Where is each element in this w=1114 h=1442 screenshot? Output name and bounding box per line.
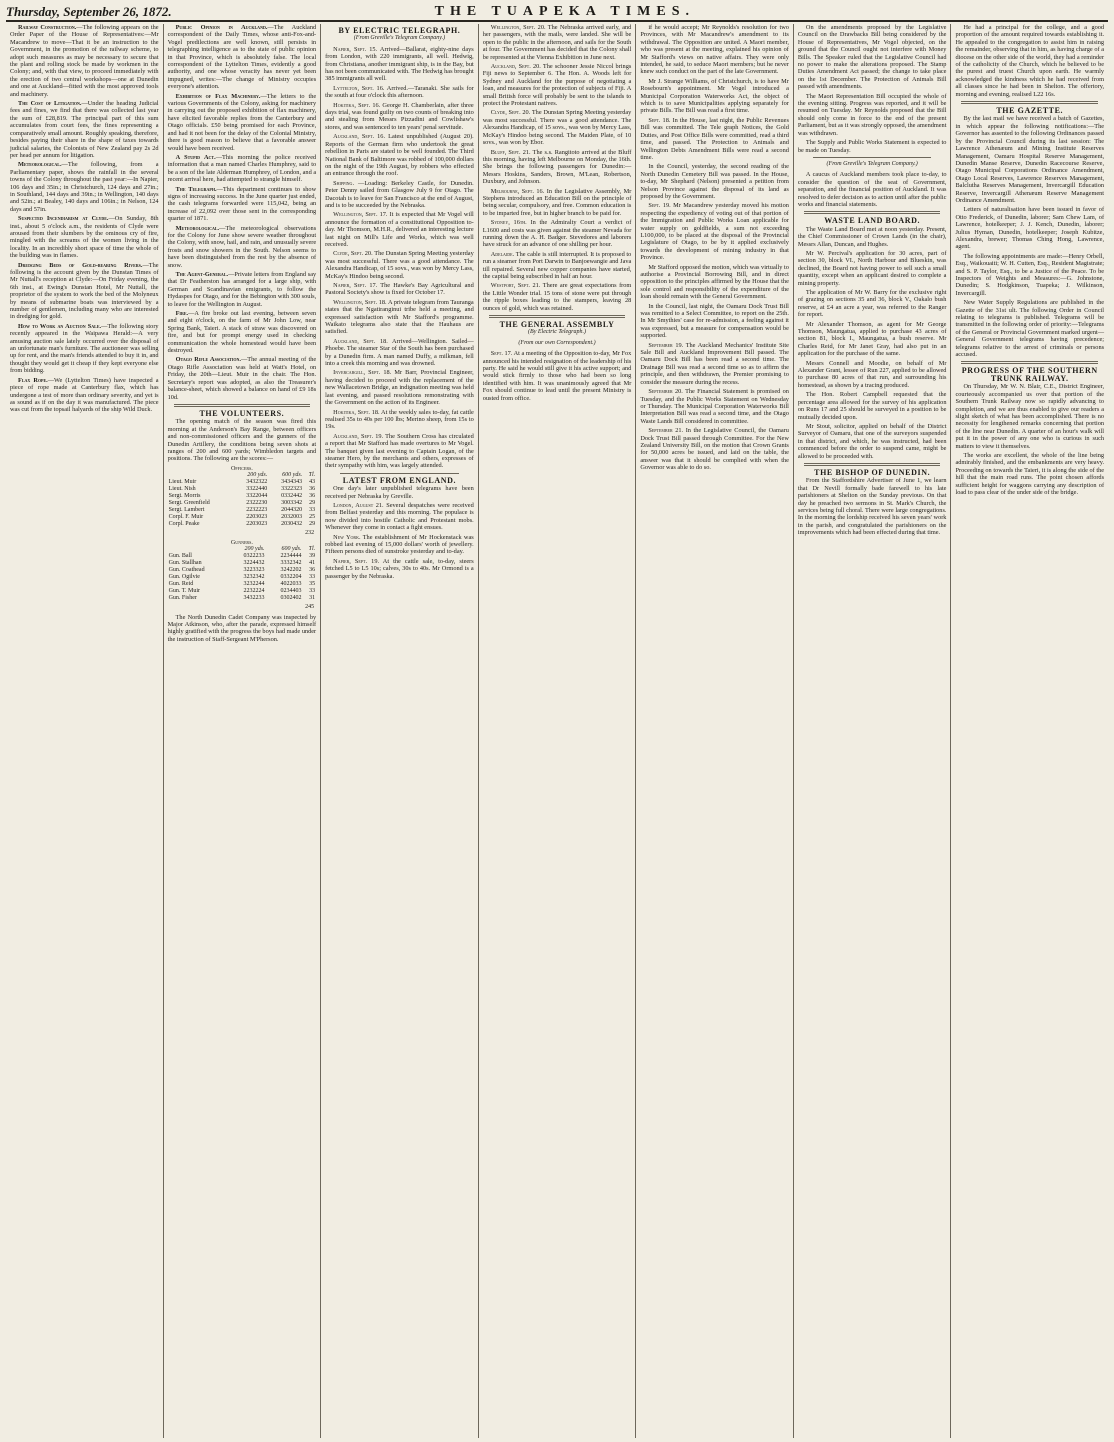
table-cell: Gun. Reid	[168, 581, 194, 588]
dateline: September 21.	[648, 427, 684, 435]
telegram-item	[955, 253, 1104, 297]
dateline: Westport, Sept. 21.	[490, 282, 541, 290]
table-cell: 36	[309, 567, 316, 574]
column-header: Tl.	[308, 546, 316, 553]
column-header: Tl.	[308, 471, 316, 478]
telegram-item	[483, 219, 632, 249]
table-cell: 3332342	[280, 560, 302, 567]
column-header	[168, 472, 234, 479]
column-6	[794, 24, 952, 1438]
telegram-item	[798, 226, 947, 248]
article-head: Flax Rope.	[18, 376, 48, 384]
telegram-item	[325, 534, 474, 556]
telegram-item	[483, 63, 632, 107]
table-row	[168, 493, 317, 500]
article-text: —The letters to the various Governments of the Colony, asking for machinery in carrying out the proposed exhibition of flax machinery, have elicited favorable replies from the Canterbury and Otago officials. £50 being promised for each Province, and had it not been for the delay of the Colonial Ministry, there is good reason to believe that a favorable answer would have been received.	[167, 92, 317, 152]
column-1	[6, 24, 164, 1438]
section-heading: LATEST FROM ENGLAND.	[342, 475, 457, 485]
telegram-text: It is expected that Mr Vogel will announce the formation of a constitutional Opposition to-day. Mr Thomson, M.H.R., delivered an interesting lecture last night on Mill's Life and Works, which was well received.	[325, 211, 474, 248]
telegram-item	[640, 264, 789, 301]
telegram-text: The Dunstan Spring Meeting yesterday was most successful. There was a good attendance. The Alexandra Handicap, of 15 sovs., was won by Mercy Lass, McKay's Hindoo being second. The Maiden Plate, of 10 sovs., was won by Ebor.	[482, 109, 632, 147]
column-header: 600 yds.	[282, 471, 303, 478]
telegram-text: In the Council, yesterday, the second reading of the North Dunedin Cemetery Bill was passed. In the House, to-day, Mr Shephard (Nelson) presented a petition from Nelson Province against the disposal of its land as proposed by the Government.	[640, 163, 789, 200]
telegram-item	[483, 109, 632, 146]
article-head: Otago Rifle Association.	[175, 356, 241, 364]
table-cell: 3242202	[280, 567, 302, 574]
table-cell: Sergt. Lambert	[168, 506, 205, 513]
table-cell: Gun. Ball	[168, 553, 192, 560]
article-text: —We (Lyttelton Times) have inspected a piece of rope made at Canterbury flax, which has undergone a test of more than ordinary severity, and yet is as sound as if on the day it was manufactured. The piece was cut from the topsail halyards of the ship Wild Duck.	[10, 376, 159, 414]
section-heading: THE BISHOP OF DUNEDIN.	[814, 467, 931, 477]
telegram-text: Latest unpublished (August 20). Reports of the German firm who undertook the great rebellion in Paris are stated to be well founded. The Third National Bank of Baltimore was robbed of 100,000 dollars on the night of the 19th August, by robbers who effected an entrance through the roof.	[325, 133, 474, 178]
telegram-item	[325, 338, 474, 368]
article-head: The Cost of Litigation.	[18, 100, 82, 108]
section-subheading: (From our own Correspondent.)	[518, 339, 596, 346]
article-head: How to Work an Auction Sale.	[18, 322, 102, 330]
article-text: From the Staffordshire Advertiser of June 1, we learn that Dr Nevill formally bade farewell to his late parishioners at Shelton on the Sunday previous. On that day he preached two sermons in St. Mark's Church, the services being full choral. There were large congregations. In the morning the lordship received his seven years' work in the parish, and congratulated the parishioners on the improvements which had been effected during that time.	[797, 477, 947, 537]
telegram-item	[325, 502, 474, 532]
telegram-text: The establishment of Mr Hockenstack was robbed last evening of 15,000 dollars' worth of jewellery. Fifteen persons died of sunstroke yesterday and to-day.	[325, 533, 474, 556]
table-cell: Gun. Ogilvie	[168, 574, 200, 581]
telegram-text: Arrived.—Taranaki. She sails for the south at four o'clock this afternoon.	[325, 84, 474, 100]
table-row	[168, 581, 317, 588]
article-head: Exhibition of Flax Machinery.	[175, 92, 261, 100]
article-paragraph	[168, 310, 317, 354]
telegram-item	[640, 202, 789, 261]
telegram-item	[955, 115, 1104, 204]
telegram-item	[325, 282, 474, 297]
telegram-text: —Loading: Berkeley Castle, for Dunedin. Peter Denny sailed from Glasgow July 9 for Otago. The Dacotah is to leave for San Francisco at the end of August, and is to be succeeded by the Nebraska.	[325, 179, 474, 209]
telegram-text: The schooner Jessie Niccol brings Fiji news to September 6. The Hon. A. Woods left for Sydney and Auckland for the purpose of negotiating a loan, and measures for the protection of subjects of Fiji. A small British force will probably be sent to the islands to protect the Protestant natives.	[482, 63, 632, 108]
article-text: —A fire broke out last evening, between seven and eight o'clock, on the farm of Mr John Low, near Spring Bank, Taieri. A stack of straw was discovered on fire, and but for prompt energy used in checking communication the whole homestead would have been destroyed.	[167, 310, 317, 355]
telegram-text: In the Legislative Assembly, Mr Stephens introduced an Education Bill on the principle of being secular, compulsory, and free. Common education is to be imparted free, but in higher branch to be paid for.	[482, 187, 632, 217]
table-row	[168, 521, 317, 528]
section-heading: THE GAZETTE.	[996, 106, 1064, 116]
article-paragraph	[168, 24, 317, 91]
article-text: —This morning the police received information that a man named Charles Humphrey, said to be a son of the late Alderman Humphrey, of London, and a recent arrival here, had attempted to strangle himself.	[167, 153, 317, 184]
table-row	[168, 574, 317, 581]
dateline: New York.	[333, 533, 361, 541]
dateline: Clyde, Sept. 20.	[333, 250, 373, 258]
telegram-item	[955, 452, 1104, 496]
telegram-item	[325, 558, 474, 580]
telegram-item	[798, 24, 947, 91]
table-total: 232	[305, 529, 315, 536]
article-paragraph	[10, 323, 159, 375]
divider	[813, 157, 932, 158]
table-cell: 3322044	[246, 492, 268, 499]
telegram-text: He had a principal for the college, and a good proportion of the amount required towards establishing it. He appealed to the congregation to assist him in raising the remainder, observing that in him, as having charge of a diocese on the other side of the world, they had a reminder of the catholicity of the Church, which he believed to be the purest and truest Church upon earth. He warmly acknowledged the kindness which he had received from all classes since he had been in Shelton. The offertory, morning and evening, realised L22 16s.	[955, 24, 1105, 98]
dateline: Invercargill, Sept. 18.	[333, 369, 392, 377]
telegram-item	[798, 321, 947, 358]
telegram-text: Mr Macandrew yesterday moved his motion respecting the expediency of voting out of that portion of the Immigration and Public Works Loan applicable for water supply on goldfields, a sum not exceeding L100,000, to be placed at the disposal of the Provincial Legislature of Otago, to be by it applied exclusively towards the development of mining industry in that Province.	[640, 202, 789, 262]
article-paragraph	[168, 154, 317, 184]
table-cell: Sergt. Greenfield	[168, 499, 210, 506]
telegram-text: In the House, last night, the Public Revenues Bill was committed. The Tele graph Notices, the Gold Duties, and Post Office Bills were committed, read a third time, and passed. The Protection to Animals and Wellington Debts Amendment Bills were read a second time.	[640, 116, 789, 161]
article-text: The North Dunedin Cadet Company was inspected by Major Atkinson, who, after the parade, expressed himself highly gratified with the progress the boys had made under the instruction of Staff-Sergeant M'Pherson.	[167, 613, 317, 643]
table-cell: 0332204	[280, 574, 302, 581]
table-cell: 2232224	[243, 588, 265, 595]
column-header: 600 yds.	[281, 546, 302, 553]
telegram-item	[640, 78, 789, 115]
table-caption: Officers.	[230, 464, 253, 472]
column-2	[164, 24, 322, 1438]
article-paragraph	[168, 271, 317, 308]
telegram-item	[483, 350, 632, 402]
dateline: Auckland, Sept. 19.	[333, 432, 384, 440]
dateline: Hokitika, Sept. 18.	[333, 408, 380, 416]
table-row	[168, 507, 317, 514]
double-rule	[961, 361, 1098, 364]
dateline: Shipping.	[333, 179, 355, 187]
dateline: Adelaide.	[490, 250, 515, 258]
article-text: The opening match of the season was fired this morning at the Anderson's Bay Range, between officers and non-commissioned officers and the gunners of the Dunedin Artillery, the conditions being seven shots at ranges of 200 and 600 yards; Wimbledon targets and positions. The following are the scores:—	[167, 418, 317, 463]
telegram-text: The Waste Land Board met at noon yesterday. Present, the Chief Commissioner of Crown Lands (in the chair), Messrs Allan, Duncan, and Hughes.	[797, 225, 947, 248]
article-text: A caucus of Auckland members took place to-day, to consider the question of the seat of Government, separation, and the financial position of Auckland. It was resolved to defer decision as to action until after the public works and financial statements.	[797, 171, 947, 208]
table-cell: 41	[309, 560, 316, 567]
section-heading: PROGRESS OF THE SOUTHERN TRUNK RAILWAY.	[961, 366, 1098, 383]
article-paragraph	[10, 24, 159, 98]
dateline: Wellington, Sept. 18.	[333, 298, 387, 306]
article-paragraph	[10, 377, 159, 414]
table-cell: 2203023	[246, 520, 268, 527]
article-text: —The following is the account given by the Dunstan Times of Mr Nuttall's reception at Clyde:—On Friday evening, the 6th inst., at Ewing's Dunstan Hotel, Mr Nuttall, the proprietor of the system to work the bed of the Molyneux by means of submarine boats was interviewed by a number of gentlemen, including many who are interested in dredging for gold.	[10, 261, 159, 321]
telegram-text: The Maori Representation Bill occupied the whole of the evening sitting. Progress was reported, and it will be resumed on Tuesday. Mr Reynolds proposed that the Bill should only come in force to the end of the present Parliament, but as it was strongly opposed, the amendment was withdrawn.	[797, 92, 947, 137]
article-paragraph	[10, 215, 159, 259]
table-cell: Sergt. Morris	[168, 492, 201, 499]
score-table	[168, 539, 317, 602]
telegram-item	[483, 251, 632, 281]
telegram-text: Mr Stout, solicitor, applied on behalf of the District Surveyor of Oamaru, that one of the surveyors suspended in that district, and which, he was instructed, had been commenced before the order to suspend came, might be allowed to be proceeded with.	[797, 422, 947, 460]
dateline: Sept. 17.	[490, 350, 513, 358]
table-cell: 3232244	[243, 581, 265, 588]
table-cell: 33	[309, 506, 316, 513]
table-cell: 3232342	[243, 574, 265, 581]
telegram-item	[325, 409, 474, 431]
telegram-item	[325, 433, 474, 470]
table-row	[168, 560, 317, 567]
article-paragraph	[10, 262, 159, 321]
table-row	[168, 514, 317, 521]
dateline: Wellington, Sept. 17.	[333, 211, 388, 219]
telegram-text: The Dunstan Spring Meeting yesterday was most successful. There was a good attendance. The Alexandra Handicap, of 15 sovs., was won by Mercy Lass, McKay's Hindoo being second.	[325, 250, 474, 280]
telegram-text: A private telegram from Tauranga states that the Ngatiranginui tribe held a meeting, and expressed satisfaction with Mr Stafford's programme. Waikato telegrams also state that the Hauhaus are satisfied.	[325, 298, 474, 336]
article-text: —This department continues to show signs of increasing success. In the June quarter just ended, the cash telegrams forwarded were 115,042, being an increase of 22,092 over those sent in the corresponding quarter of 1871.	[167, 185, 317, 223]
telegram-item	[325, 369, 474, 406]
issue-date: Thursday, September 26, 1872.	[6, 4, 172, 19]
article-paragraph	[168, 225, 317, 269]
article-text: —The meteorological observations for the Colony for June show severe weather throughout the Colony, with snow, hail, and rain, and unusually severe frosts and snow showers in the South. Nelson seems to have been distinguished from the rest by the absence of snow.	[167, 224, 317, 269]
section-heading: THE VOLUNTEERS.	[199, 408, 285, 418]
telegram-item	[640, 117, 789, 161]
table-cell: 0322233	[243, 553, 265, 560]
telegram-item	[640, 303, 789, 340]
telegram-item	[483, 149, 632, 186]
telegram-item	[325, 180, 474, 210]
telegram-text: if he would accept; Mr Reynolds's resolution for two Provinces, with Mr Macandrew's amendment to its withdrawal. The Opposition are united. A Maori member, who was present at the meeting, explained his opinion of Mr Stafford's views on native affairs. They were only intended, he said, to seduce Maori members; but he never knew such conduct on the part of the late Government.	[640, 24, 789, 76]
telegram-text: In the Legislative Council, the Oamaru Dock Trust Bill passed through Committee. For the New Zealand University Bill, on the motion that Crown Grants for 50,000 acres be issued, and laid on the table, the answer was that it should be complied with when the Governor was able to do so.	[640, 427, 789, 472]
telegram-item	[483, 24, 632, 61]
telegram-text: Mr J. Strange Williams, of Christchurch, is to have Mr Rosebourn's appointment. Mr Vogel introduced a Municipal Corporation Waterworks Act, the object of which is to save Municipalities applying separately for private Bills. The Bill was read a first time.	[640, 77, 789, 115]
article-text: —Under the heading Judicial fees and fines, we find that there was collected last year the sum of £28,819. The principal part of this sum accumulates from court fees, the fines representing a comparatively small amount. Roughly speaking, therefore, besides paying their share in the shape of taxes towards judicial salaries, the Colonists of New Zealand pay 2s 2d per head per annum for litigation.	[10, 100, 159, 159]
telegram-text: In the Admiralty Court a verdict of L1600 and costs was given against the steamer Nevada for running down the A. H. Badger. Stevedores and laborers have struck for an advance of one shilling per hour.	[482, 219, 632, 249]
telegram-item	[955, 24, 1104, 98]
article-head: Fire.	[175, 310, 189, 318]
telegram-item	[798, 139, 947, 154]
table-cell: Gun. Fisher	[168, 595, 197, 602]
double-rule	[961, 101, 1098, 104]
telegram-text: The Southern Cross has circulated a report that Mr Stafford has made overtures to Mr Vogel. The banquet given last evening to Captain Logan, of the steamer Hero, by the merchants and others, expresses of their sympathy with him, was largely attended.	[325, 432, 474, 470]
table-cell: Corpl. F. Muir	[168, 513, 204, 520]
table-cell: Gun. T. Muir	[168, 588, 201, 595]
telegram-text: Letters of naturalisation have been issued in favor of Otto Frederick, of Dunedin, laborer; Sam Chew Lam, of Lawrence, hotelkeeper; J. J. Kench, Dunedin, laborer; Julius Hyman, Dunedin, hotelkeeper; Joseph Kubitze, Alexandra, brewer; Thomas Ching Hong, Lawrence, agent.	[955, 206, 1105, 251]
dateline: Clyde, Sept. 20.	[490, 109, 531, 117]
telegram-item	[798, 250, 947, 287]
table-cell: 25	[309, 513, 316, 520]
columns	[6, 24, 1108, 1438]
table-cell: 3223323	[243, 567, 265, 574]
table-cell: 2322230	[246, 499, 268, 506]
table-cell: 31	[309, 595, 316, 602]
section-heading: THE GENERAL ASSEMBLY	[499, 320, 615, 330]
telegram-text: The Supply and Public Works Statement is expected to be made on Tuesday.	[797, 139, 947, 154]
double-rule	[804, 463, 941, 466]
table-cell: 2234444	[280, 553, 302, 560]
table-cell: 33	[309, 588, 316, 595]
article-text: —The annual meeting of the Otago Rifle Association was held at Watt's Hotel, on Friday, the 20th—Lieut. Muir in the chair. The Hon. Secretary's report was adopted, as also the Treasurer's balance-sheet, which showed a balance on hand of £9 18s 10d.	[167, 356, 317, 401]
column-5	[636, 24, 794, 1438]
dateline: Napier, Sept. 19.	[333, 557, 380, 565]
telegram-item	[798, 423, 947, 460]
telegram-text: On Thursday, Mr W. N. Blair, C.E., District Engineer, courteously accompanied us over that portion of the Southern Trunk Railway now so rapidly advancing to completion, and we are thus enabled to give our readers a slight sketch of what has been accomplished. There is no necessity for lengthened remarks concerning that portion of the line near Dunedin. A quarter of an hour's walk will put it in the power of any one who is curious in such matters to view it themselves.	[955, 383, 1105, 450]
table-total: 245	[305, 604, 315, 611]
article-text: —The following story recently appeared in the Waipawa Herald:—A very amusing auction sale lately occurred over the disposal of an unfortunate man's furniture. The auctioneer was selling up for rent, and the man's friends attended to buy it in, and thought they would get it cheap if they kept everyone else from bidding.	[10, 322, 159, 375]
article-head: Dredging Beds of Gold-bearing Rivers.	[18, 261, 143, 269]
table-cell: 0234403	[280, 588, 302, 595]
telegram-text: Mr W. Percival's application for 30 acres, part of section 30, block VI., North Harbour and Blueskin, was declined, the Board not having power to sell such a small quantity, except when an applicant desired to complete a mining property.	[797, 249, 947, 287]
article-paragraph	[10, 161, 159, 213]
column-7	[951, 24, 1108, 1438]
table-row	[168, 479, 317, 486]
telegram-text: At the weekly sales to-day, fat cattle realised 35s to 40s per 100 lbs; Merino sheep, from 15s to 19s.	[325, 408, 474, 431]
telegram-text: George H. Chamberlain, after three days trial, was found guilty on two counts of breaking into and stealing from Messrs Pizzadini and Cowlishaw's stores, and was sentenced to ten years' penal servitude.	[325, 101, 474, 131]
table-cell: 3322323	[281, 485, 303, 492]
table-caption: Gunners.	[230, 539, 253, 547]
telegram-item	[640, 388, 789, 425]
article-head: The Agent-General.	[175, 271, 229, 278]
telegram-text: Messrs Connell and Moodie, on behalf of Mr Alexander Grant, lessee of Run 227, applied to be allowed to purchase 80 acres of that run, and surrounding his homestead, as shown by a tracing produced.	[797, 359, 947, 389]
article-head: The Telegraph.	[175, 185, 217, 193]
telegram-text: In the Council, last night, the Oamaru Dock Trust Bill was remitted to a Select Committee, to report on the 25th. In Mr Smythies' case for re-admission, a feeling against it was expressed, but a measure for compensation would be supported.	[640, 302, 789, 340]
table-row	[168, 500, 317, 507]
article-head: Suspected Incendiarism at Clyde.	[18, 215, 109, 223]
telegram-text: Mr Alexander Thomson, as agent for Mr George Thomson, Maungatua, applied to purchase 43 acres of section 81, block I., Maungatua, a bush reserve. Mr Charles Reid, for Mr Janet Gray, had also put in an application for the purchase of the same.	[797, 320, 947, 358]
table-cell: 2032003	[281, 513, 303, 520]
telegram-text: Arrived—Ballarat, eighty-nine days from London, with 220 immigrants, all well. Hedwig, from Christiana, another immigrant ship, is in the Bay, but has not been communicated with. The Hedwig has brought 385 immigrants all well.	[325, 45, 474, 83]
section-subheading: (By Electric Telegraph.)	[528, 329, 586, 336]
table-row	[168, 486, 317, 493]
table-cell: 43	[309, 478, 316, 485]
telegram-text: Arrived—Wellington. Sailed—Phoebe. The steamer Star of the South has been purchased by a Dunedin firm. A man named Duffy, a milkman, fell into a creek this morning and was drowned.	[325, 337, 474, 368]
article-text: —On Sunday, 8th inst., about 5 o'clock a.m., the residents of Clyde were aroused from their slumbers by the ominous cry of fire, mingled with the screams of the women living in the locality. In an incredibly short space of time the whole of the building was in flames.	[10, 215, 159, 260]
article-text: One day's later unpublished telegrams have been received per Nebraska by Greville.	[325, 485, 474, 500]
dateline: Lyttelton, Sept. 16.	[333, 84, 385, 92]
telegram-text: The Hawke's Bay Agricultural and Pastoral Society's show is fixed for October 17.	[325, 282, 474, 297]
telegram-text: The works are excellent, the whole of the line being admirably finished, and the embankments are very heavy. Proceeding on towards the Taieri, it is along the side of the hill that the main road runs. The point chosen affords sufficient height for waggons carrying any description of load to pass clear of the under side of the bridge.	[955, 451, 1105, 496]
telegram-text: The application of Mr W. Barry for the exclusive right of grazing on sections 35 and 36, block V., Oakalo bush reserve, at £4 an acre a year, was referred to the Ranger for report.	[797, 289, 947, 319]
table-cell: 29	[309, 520, 316, 527]
article-head: Meteorological.	[18, 161, 62, 169]
table-cell: Gun. Stallhan	[168, 560, 202, 567]
article-head: Meteorological.	[175, 224, 220, 232]
article-paragraph	[168, 93, 317, 152]
article-head: Railway Construction.	[18, 24, 77, 31]
telegram-item	[955, 299, 1104, 358]
table-cell: Lieut. Muir	[168, 478, 197, 485]
column-4	[479, 24, 637, 1438]
dateline: Napier, Sept. 15.	[333, 45, 378, 53]
table-cell: 2030432	[281, 520, 303, 527]
article-paragraph	[168, 186, 317, 223]
section-subheading: (From Greville's Telegram Company.)	[826, 160, 918, 167]
telegram-item	[798, 360, 947, 390]
telegram-item	[798, 289, 947, 319]
telegram-text: At the cattle sale, to-day, steers fetched L5 to L5 10s; calves, 30s to 40s. Mr Ormond is a passenger by the Nebraska.	[325, 557, 474, 580]
dateline: Auckland, Sept. 20.	[490, 63, 541, 71]
table-cell: 35	[309, 581, 316, 588]
article-head: A Stupid Act.	[175, 153, 216, 161]
article-text: —Private letters from England say that Dr Featherston has arranged for a large ship, with German and Scandinavian emigrants, to follow the Hydaspes for Otago, and for the Bebington with 300 souls, to leave for the Wellington in August.	[167, 271, 317, 308]
article-head: Public Opinion in Auckland.	[175, 24, 268, 31]
section-subheading: (From Greville's Telegram Company.)	[353, 35, 446, 42]
section-heading: WASTE LAND BOARD.	[824, 216, 921, 226]
dateline: September 20.	[648, 388, 683, 396]
dateline: Auckland, Sept. 18.	[333, 337, 388, 345]
telegram-item	[955, 206, 1104, 250]
telegram-item	[325, 133, 474, 177]
dateline: London, August 21.	[333, 501, 384, 509]
table-cell: 3432233	[243, 595, 265, 602]
telegram-item	[325, 102, 474, 132]
telegram-text: The Financial Statement is promised on Tuesday, and the Public Works Statement on Wednesday or Thursday. The Municipal Corporation Waterworks Bill Interpretation Bill was read a second time, and the Otago Waste Lands Bill considered in committee.	[640, 388, 789, 425]
dateline: Melbourne, Sept. 16.	[490, 187, 545, 195]
table-cell: 33	[309, 574, 316, 581]
column-3	[321, 24, 479, 1438]
table-cell: 0332442	[281, 492, 303, 499]
table-cell: 4022033	[280, 581, 302, 588]
telegram-item	[483, 188, 632, 218]
article-paragraph	[168, 356, 317, 400]
telegram-item	[325, 299, 474, 336]
dateline: Hokitika, Sept. 16.	[333, 101, 381, 109]
table-row	[168, 567, 317, 574]
telegram-text: Mr Stafford opposed the motion, which was virtually to authorise a Provincial Borrowing Bill, and in direct opposition to the principles affirmed by the House that the sole control and responsibility of the expenditure of the loan should remain with the General Government.	[640, 263, 789, 301]
table-cell: 39	[309, 553, 316, 560]
double-rule	[174, 404, 311, 407]
telegram-text: By the last mail we have received a batch of Gazettes, in which appear the following notifications:—The Governor has assented to the following Ordinances passed by the Provincial Council during its last session: The Lawrence Athenæum and Mining Institute Reserves Management, Oamaru Hospital Reserve Management, Dunedin Manse Reserve, Dunedin Racecourse Reserve, Otago Municipal Corporations Ordinance Amendment, Otago Local Reserves, Lawrence Reserves Management, Balclutha Reserves Management, Invercargill Education Reserve, Invercargill Athenæum Reserve Management Ordinance Amendment.	[955, 115, 1105, 204]
table-cell: 2044320	[281, 506, 303, 513]
telegram-text: The Auckland Mechanics' Institute Site Sale Bill and Auckland Improvement Bill passed. The Oamaru Dock Bill has been read a second time. The Drainage Bill was read a second time so as to affirm the principle, and then withdrawn, the Premier promising to consider the measure during the recess.	[640, 341, 789, 386]
telegram-item	[325, 250, 474, 280]
telegram-text: Mr Barr, Provincial Engineer, having decided to proceed with the replacement of the new Wallacetown Bridge, an indignation meeting was held last evening, and passed resolutions remonstrating with the Government on the action of its Engineer.	[325, 369, 474, 407]
article-paragraph	[10, 100, 159, 159]
table-row	[168, 553, 317, 560]
column-header	[168, 546, 229, 553]
dateline: Wellington, Sept. 20.	[490, 24, 546, 31]
telegram-text: At a meeting of the Opposition to-day, Mr Fox announced his intended resignation of the leadership of his party. He said he would still give it his active support; and would stick firmly to those who had been so long identified with him. It was unanimously agreed that Mr Fox should continue to lead until the present Ministry is ousted from office.	[482, 350, 632, 402]
telegram-item	[955, 383, 1104, 450]
table-row	[168, 595, 317, 602]
telegram-item	[640, 342, 789, 386]
telegram-text: The cable is still interrupted. It is proposed to run a steamer from Port Darwin to Banjoewangie and Java till repaired. Several new copper companies have started, the capital being subscribed in half an hour.	[482, 250, 632, 280]
table-cell: 29	[309, 499, 316, 506]
telegram-item	[798, 93, 947, 137]
telegram-text: The Hon. Robert Campbell requested that the percentage area allowed for the survey of his application on Runs 17 and 25 should be surveyed in a position to be mutually decided upon.	[797, 391, 947, 421]
dateline: Bluff, Sept. 21.	[490, 148, 531, 156]
dateline: Sydney, 16th.	[490, 219, 527, 227]
column-header: 200 yds.	[247, 471, 268, 478]
article-text: —The following, from a Parliamentary paper, shows the rainfall in the several towns of the Colony throughout the past year:—In Napier, 106 days and 35in.; in Christchurch, 124 days and 27in.; in Southland, 144 days and 39in.; in Wellington, 140 days and 52in.; at Bealey, 140 days and 106in.; in Nelson, 124 days and 57in.	[10, 161, 159, 213]
table-cell: 2203023	[246, 513, 268, 520]
table-cell: 3434343	[281, 478, 303, 485]
table-cell: 3003342	[281, 499, 303, 506]
dateline: Auckland, Sept. 16.	[333, 133, 386, 141]
table-cell: 36	[309, 492, 316, 499]
dateline: September 19.	[648, 341, 684, 349]
telegram-item	[640, 24, 789, 76]
telegram-item	[798, 391, 947, 421]
table-cell: 0302402	[280, 595, 302, 602]
telegram-item	[483, 282, 632, 312]
telegram-text: The Nebraska arrived early, and her passengers, with the mails, were landed. She will be open to the public in the afternoon, and sails for the South at four. The Government has decided that the Colony shall be represented at the Vienna Exhibition in June next.	[482, 24, 632, 61]
double-rule	[489, 315, 626, 318]
divider	[340, 473, 459, 474]
masthead	[6, 4, 1108, 22]
table-cell: Corpl. Peake	[168, 520, 200, 527]
dateline: Sept. 19.	[648, 202, 671, 210]
article-text: —The Auckland correspondent of the Daily Times, whose anti-Fox-and-Vogel predilections are well known, still persists in telegraphing intelligence as to the state of public opinion in that Province, which is absolutely false. The local correspondent of the Lyttelton Times, evidently a good authority, and one whose veracity has never yet been impugned, writes:—The change of Ministry occupies everyone's attention.	[167, 24, 317, 91]
telegram-item	[325, 211, 474, 248]
telegram-text: Several despatches were received from Belfast yesterday and this morning. The populace is now divided into hostile Catholic and Protestant mobs. Whenever they come in contact a fight ensues.	[325, 501, 474, 532]
article-text: —The following appears on the Order Paper of the House of Representatives:—Mr Macandrew to move—That it be an instruction to the Government, in the promotion of the railway scheme, to adopt such measures as may be necessary to secure that the plant and rolling stock be made by workmen in the Colony; and, with that view, to proceed immediately with the erection of two central workshops—one at Dunedin and one at Auckland—fitted with the most approved tools and machinery.	[10, 24, 159, 98]
telegram-item	[640, 163, 789, 200]
telegram-text: The following appointments are made:—Henry Orbell, Esq., Waikouaiti; W. H. Cutten, Esq., Resident Magistrate; and S. P. Taylor, Esq., to be a Justice of the Peace. To be Inspectors of Weights and Measures:—G. Johnstone, Dunedin; S. Hodgkinson, Tuapeka; J. Wilkinson, Invercargill.	[955, 252, 1105, 297]
telegram-text: The s.s. Rangitoto arrived at the Bluff this morning, having left Melbourne on Monday, the 16th. She brings the following passengers for Dunedin:—Messrs Hoskins, Sanders, Brown, M'Lean, Robertson, Duxbury, and Johnson.	[482, 148, 632, 186]
column-header: 200 yds.	[244, 546, 265, 553]
telegram-text: On the amendments proposed by the Legislative Council on the Drawbacks Bill being considered by the House of Representatives, Mr Vogel objected, on the ground that the Council ought not interfere with Money Bills. The Speaker ruled that the Legislative Council had no power to make the alterations proposed. The Stamp Duties Amendment Act passed; the change to take place on the 1st December. The Protection of Animals Bill passed with amendments.	[797, 24, 947, 91]
double-rule	[804, 211, 941, 214]
table-cell: 2232223	[246, 506, 268, 513]
table-cell: 36	[309, 485, 316, 492]
table-cell: 3322440	[246, 485, 268, 492]
dateline: Napier, Sept. 17.	[333, 282, 378, 289]
section-heading: BY ELECTRIC TELEGRAPH.	[338, 26, 461, 35]
table-cell: Lieut. Nish	[168, 485, 196, 492]
telegram-item	[640, 427, 789, 471]
table-cell: Gun. Coathead	[168, 567, 205, 574]
table-cell: 3432322	[246, 478, 268, 485]
telegram-item	[325, 85, 474, 100]
table-cell: 3224432	[243, 560, 265, 567]
telegram-text: New Water Supply Regulations are published in the Gazette of the 31st ult. The following Order in Council relating to telegrams is published. Telegrams will be transmitted in the following order of priority:—Telegrams of the General or Provincial Government marked urgent—General Government telegrams having precedence; telegrams relative to the arrest of criminals or persons accused.	[955, 299, 1105, 359]
dateline: Sept. 18.	[648, 116, 671, 124]
score-table	[168, 465, 317, 528]
newspaper-title: THE TUAPEKA TIMES.	[434, 4, 695, 19]
table-row	[168, 588, 317, 595]
telegram-text: There are great expectations from the Little Wonder trial. 15 tons of stone were put through the ripple boxes leading to the stampers, leaving 28 ounces of gold, which was retained.	[482, 282, 632, 312]
telegram-item	[325, 46, 474, 83]
